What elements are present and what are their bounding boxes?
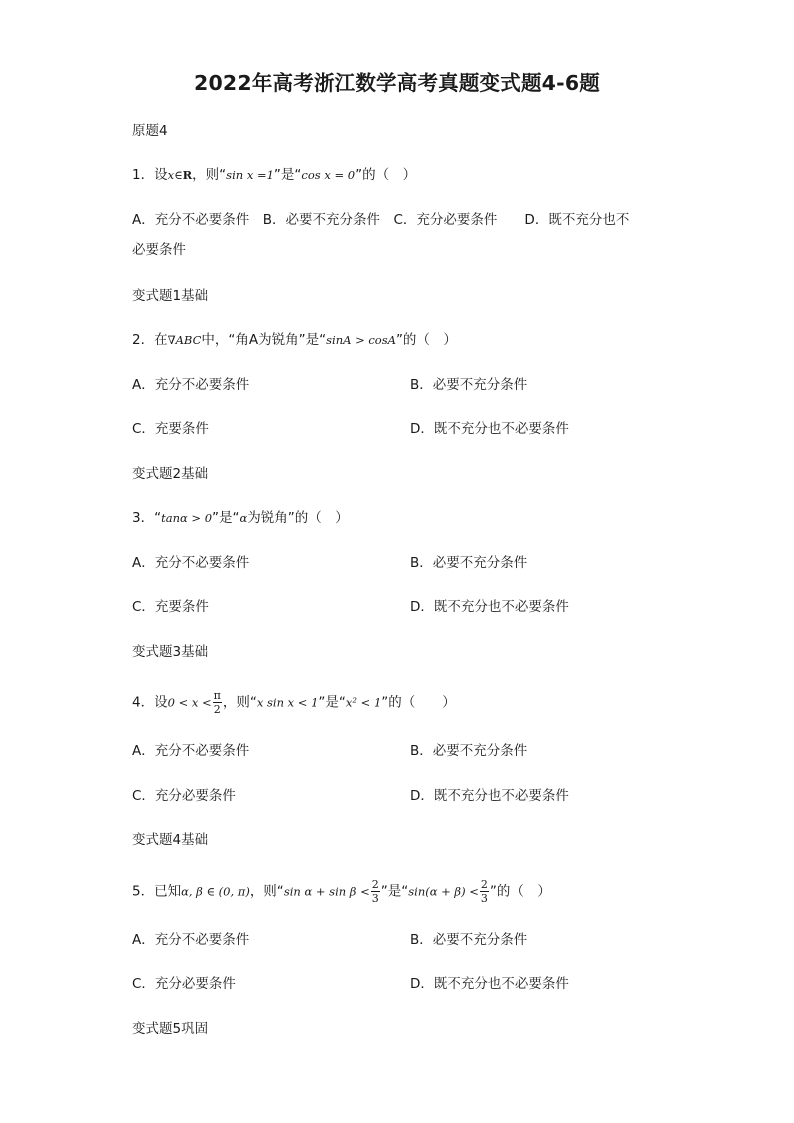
q2-expr-1: sinA > cosA — [326, 333, 396, 347]
q4-number: 4．设 — [132, 694, 168, 711]
q4-option-c: C．充分必要条件 — [132, 788, 236, 804]
q4-expr-0: 0 < x < — [167, 695, 212, 710]
variant-4-label: 变式题4基础 — [132, 832, 209, 848]
q5-option-b: B．必要不充分条件 — [410, 932, 528, 948]
q1-expr-2: cos x = 0 — [301, 168, 356, 182]
question-3 — [132, 508, 349, 528]
variant-3-label: 变式题3基础 — [132, 644, 209, 660]
q2-option-a: A．充分不必要条件 — [132, 377, 250, 393]
q5-fraction-1-denominator: 3 — [371, 892, 379, 905]
q4-text-3: ”的（ ） — [381, 694, 456, 711]
question-1 — [132, 165, 416, 185]
q1-options-line-1: A．充分不必要条件 B．必要不充分条件 C．充分必要条件 D．既不充分也不 — [132, 212, 630, 228]
q4-fraction-numerator: π — [213, 689, 221, 702]
q5-expr-2: sin(α + β) < — [408, 884, 479, 899]
q3-option-c: C．充要条件 — [132, 599, 209, 615]
q5-text-2: ”是“ — [380, 883, 409, 900]
q5-fraction-2-denominator: 3 — [480, 892, 488, 905]
q3-option-d: D．既不充分也不必要条件 — [410, 599, 569, 615]
q3-text-2: 为锐角”的（ ） — [247, 510, 349, 526]
q5-text-1: ，则“ — [249, 883, 284, 900]
q5-fraction-1 — [371, 879, 380, 904]
q2-option-c: C．充要条件 — [132, 421, 209, 437]
q4-option-d: D．既不充分也不必要条件 — [410, 788, 569, 804]
original-label: 原题4 — [132, 123, 168, 139]
q1-options-line-2: 必要条件 — [132, 242, 186, 258]
q1-number: 1．设 — [132, 167, 168, 183]
q4-text-1: ，则“ — [222, 694, 257, 711]
variant-2-label: 变式题2基础 — [132, 466, 209, 482]
q5-fraction-2-numerator: 2 — [480, 878, 488, 891]
q3-alpha: α — [239, 511, 248, 525]
q5-option-c: C．充分必要条件 — [132, 976, 236, 992]
page-title: 2022年高考浙江数学高考真题变式题4-6题 — [194, 71, 600, 95]
q2-option-b: B．必要不充分条件 — [410, 377, 528, 393]
q4-expr-2: x² < 1 — [345, 695, 382, 710]
q5-expr-0: α, β ∈ (0, π) — [181, 884, 250, 899]
q1-in-symbol: ∈ — [174, 168, 183, 182]
question-4 — [132, 690, 456, 715]
q3-number: 3．“ — [132, 510, 162, 526]
q2-text-1: 中，“角A为锐角”是“ — [201, 332, 327, 348]
q2-text-2: ”的（ ） — [395, 332, 457, 348]
q5-fraction-2 — [480, 879, 489, 904]
q3-expr-1: tanα > 0 — [161, 511, 213, 525]
q5-expr-1: sin α + sin β < — [283, 884, 370, 899]
q1-text-2: ”是“ — [273, 167, 302, 183]
question-2 — [132, 330, 457, 350]
q5-text-3: ”的（ ） — [489, 883, 551, 900]
q4-fraction-denominator: 2 — [213, 703, 221, 716]
q1-expr-1: sin x =1 — [226, 168, 274, 182]
q5-option-d: D．既不充分也不必要条件 — [410, 976, 569, 992]
q1-var-x: x — [167, 168, 175, 182]
q2-number: 2．在 — [132, 332, 168, 348]
q2-triangle: ∇ABC — [167, 333, 202, 347]
q4-option-b: B．必要不充分条件 — [410, 743, 528, 759]
q5-option-a: A．充分不必要条件 — [132, 932, 250, 948]
q3-text-1: ”是“ — [212, 510, 240, 526]
q5-fraction-1-numerator: 2 — [371, 878, 379, 891]
q4-text-2: ”是“ — [318, 694, 346, 711]
q4-expr-1: x sin x < 1 — [256, 695, 319, 710]
q4-option-a: A．充分不必要条件 — [132, 743, 250, 759]
question-5 — [132, 879, 551, 904]
q1-text-3: ”的（ ） — [355, 167, 417, 183]
q3-option-a: A．充分不必要条件 — [132, 555, 250, 571]
q1-real-set: R — [182, 168, 193, 182]
q3-option-b: B．必要不充分条件 — [410, 555, 528, 571]
q2-option-d: D．既不充分也不必要条件 — [410, 421, 569, 437]
variant-1-label: 变式题1基础 — [132, 288, 209, 304]
q5-number: 5．已知 — [132, 883, 182, 900]
variant-5-label: 变式题5巩固 — [132, 1021, 209, 1037]
q1-text-1: ，则“ — [192, 167, 227, 183]
q4-fraction — [213, 690, 222, 715]
